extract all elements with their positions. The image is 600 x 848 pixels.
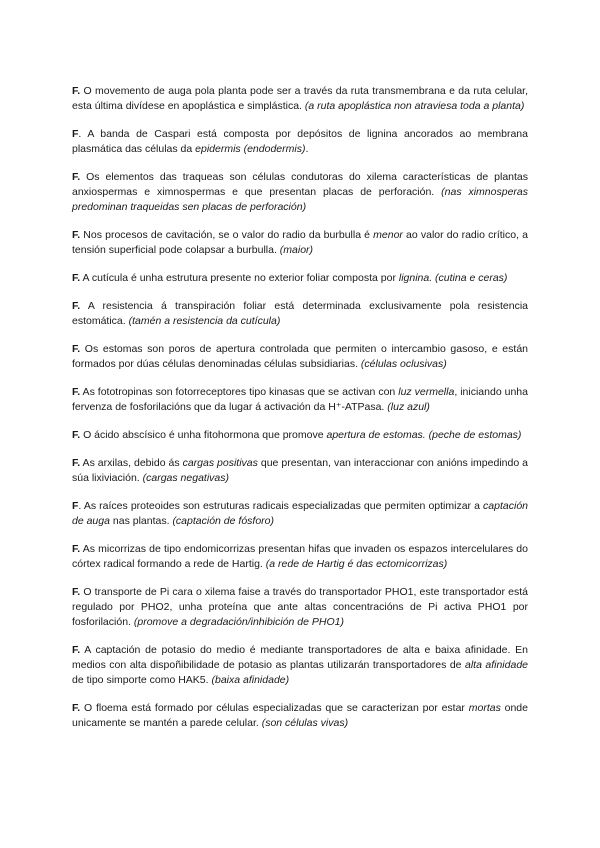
- correction-text: captación de auga: [72, 500, 528, 527]
- statement-item: [72, 170, 528, 215]
- answer-mark: F.: [72, 386, 81, 398]
- statement-text: As micorrizas de tipo endomicorrizas presentan hifas que invaden os espazos intercelulares do córtex radical formando a rede de Hartig.: [72, 543, 528, 570]
- document-page: [72, 84, 528, 744]
- statement-item: [72, 456, 528, 486]
- correction-text: apertura de estomas. (peche de estomas): [326, 429, 522, 441]
- correction-text: (captación de fósforo): [172, 515, 274, 527]
- correction-text: (promove a degradación/inhibición de PHO1): [133, 616, 344, 628]
- correction-text: (luz azul): [387, 401, 430, 413]
- correction-text: epidermis (endodermis): [195, 143, 306, 155]
- statement-item: [72, 499, 528, 529]
- correction-text: lignina. (cutina e ceras): [398, 272, 508, 284]
- statement-text: A captación de potasio do medio é mediante transportadores de alta e baixa afinidade. En medios con alta dispoñibilidade de potasio as plantas utilizarán transportadores de: [72, 644, 528, 671]
- statement-item: [72, 299, 528, 329]
- statement-text: O ácido abscísico é unha fitohormona que promove: [80, 429, 327, 441]
- statement-text: As arxilas, debido ás: [80, 457, 183, 469]
- statement-text: O transporte de Pi cara o xilema faise a través do transportador PHO1, este transportador está regulado por PHO2, unha proteína que ante altas concentracións de Pi activa PHO1 por fosforilación.: [72, 586, 528, 628]
- statement-text: A resistencia á transpiración foliar está determinada exclusivamente pola resistencia estomática.: [72, 300, 528, 327]
- correction-text: (son células vivas): [261, 717, 349, 729]
- answer-mark: F.: [72, 543, 81, 555]
- answer-mark: F.: [72, 429, 81, 441]
- statement-item: [72, 701, 528, 731]
- statement-text: Os elementos das traqueas son células condutoras do xilema características de plantas anxiospermas e ximnospermas e que presentan placas de perforación.: [72, 171, 528, 198]
- correction-text: cargas positivas: [182, 457, 258, 469]
- statement-text: .: [305, 143, 309, 155]
- answer-mark: F: [72, 500, 79, 512]
- correction-text: (tamén a resistencia da cutícula): [128, 315, 281, 327]
- answer-mark: F.: [72, 272, 81, 284]
- statement-text: O floema está formado por células especializadas que se caracterizan por estar: [80, 702, 469, 714]
- correction-text: (células oclusivas): [360, 358, 447, 370]
- correction-text: menor: [373, 229, 403, 241]
- correction-text: (baixa afinidade): [211, 674, 290, 686]
- statement-text: A cutícula é unha estrutura presente no exterior foliar composta por: [80, 272, 399, 284]
- answer-mark: F.: [72, 702, 81, 714]
- statement-text: O movemento de auga pola planta pode ser a través da ruta transmembrana e da ruta celular, esta última divídese en apoplástica e simplástica.: [72, 85, 528, 112]
- answer-mark: F.: [72, 229, 81, 241]
- statement-item: [72, 542, 528, 572]
- statement-text: . A banda de Caspari está composta por depósitos de lignina ancorados ao membrana plasmática das células da: [72, 128, 528, 155]
- statement-item: [72, 585, 528, 630]
- statement-text: , iniciando unha fervenza de fosforilacións que da lugar á activación da H⁺-ATPasa.: [72, 386, 528, 413]
- statement-text: que presentan, van interaccionar con anións impedindo a súa lixiviación.: [72, 457, 528, 484]
- statement-item: [72, 127, 528, 157]
- correction-text: alta afinidade: [464, 659, 528, 671]
- answer-mark: F.: [72, 171, 81, 183]
- correction-text: luz vermella: [398, 386, 455, 398]
- answer-mark: F: [72, 128, 79, 140]
- correction-text: (a rede de Hartig é das ectomicorrizas): [265, 558, 448, 570]
- correction-text: (nas ximnosperas predominan traqueidas sen placas de perforación): [72, 186, 528, 213]
- answer-mark: F.: [72, 586, 81, 598]
- answer-mark: F.: [72, 457, 81, 469]
- correction-text: (maior): [279, 244, 314, 256]
- statement-text: Os estomas son poros de apertura controlada que permiten o intercambio gasoso, e están formados por dúas células denominadas células subsidiarias.: [72, 343, 528, 370]
- statement-item: [72, 342, 528, 372]
- statement-item: [72, 385, 528, 415]
- statement-text: onde unicamente se mantén a parede celular.: [72, 702, 528, 729]
- correction-text: (cargas negativas): [142, 472, 229, 484]
- statement-text: nas plantas.: [109, 515, 173, 527]
- answer-mark: F.: [72, 85, 81, 97]
- statement-item: [72, 643, 528, 688]
- statement-item: [72, 428, 528, 443]
- statement-item: [72, 271, 528, 286]
- correction-text: mortas: [468, 702, 501, 714]
- statement-item: [72, 228, 528, 258]
- statement-text: As fototropinas son fotorreceptores tipo kinasas que se activan con: [80, 386, 399, 398]
- statement-text: de tipo simporte como HAK5.: [72, 674, 212, 686]
- correction-text: (a ruta apoplástica non atraviesa toda a planta): [304, 100, 525, 112]
- statement-text: ao valor do radio crítico, a tensión superficial pode colapsar a burbulla.: [72, 229, 528, 256]
- answer-mark: F.: [72, 300, 81, 312]
- statement-item: [72, 84, 528, 114]
- answer-mark: F.: [72, 343, 81, 355]
- answer-mark: F.: [72, 644, 81, 656]
- statement-text: . As raíces proteoides son estruturas radicais especializadas que permiten optimizar a: [78, 500, 484, 512]
- statement-text: Nos procesos de cavitación, se o valor do radio da burbulla é: [80, 229, 374, 241]
